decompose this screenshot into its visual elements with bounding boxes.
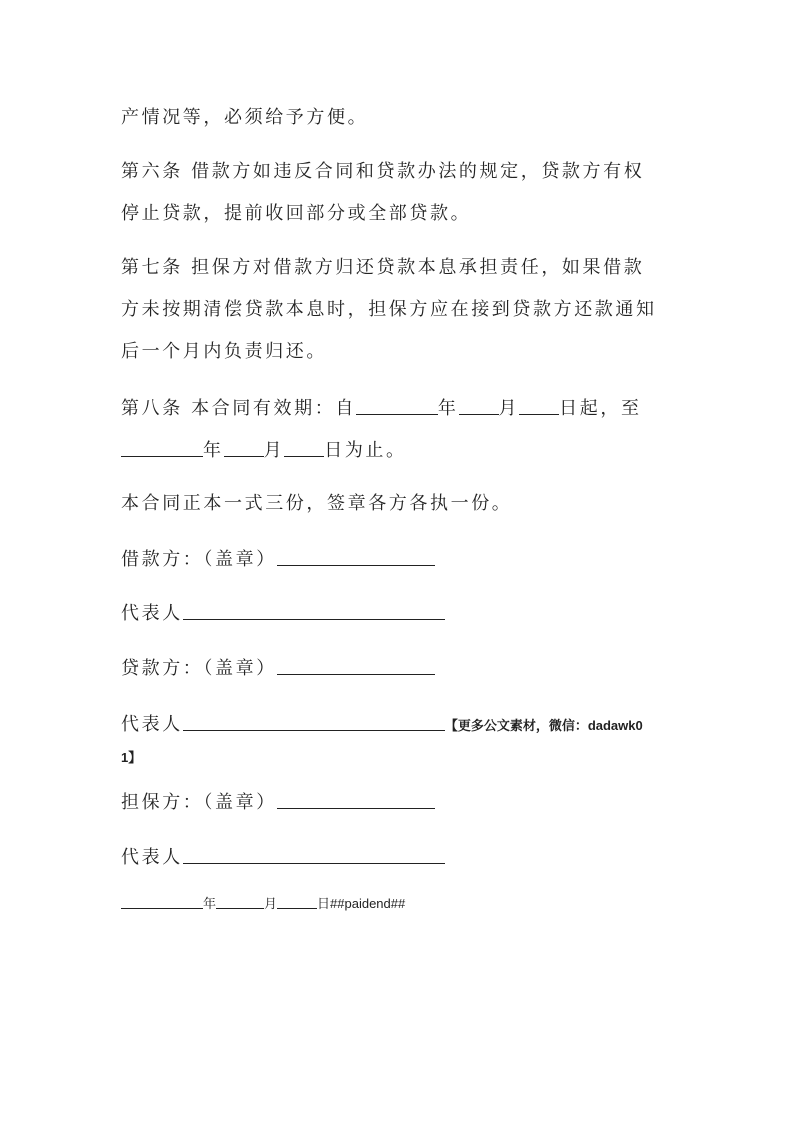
lender-label: 贷款方：（盖章） [121, 658, 277, 679]
borrower-seal-blank [277, 547, 435, 566]
representative-label: 代表人 [121, 714, 183, 735]
representative-label: 代表人 [121, 847, 183, 868]
article-6-line-2: 停止贷款，提前收回部分或全部贷款。 [121, 203, 472, 224]
date-month-blank [216, 896, 264, 909]
guarantor-representative-line [121, 845, 445, 870]
lender-representative-blank [183, 712, 445, 731]
date-month-label: 月 [264, 896, 278, 911]
guarantor-representative-blank [183, 845, 445, 864]
lender-signature-line [121, 656, 435, 681]
month-label: 月 [263, 440, 285, 461]
date-day-blank [277, 896, 317, 909]
month-label: 月 [498, 398, 520, 419]
from-day-label: 日起，至 [559, 398, 642, 419]
guarantor-label: 担保方：（盖章） [121, 792, 277, 813]
article-7-line-2: 方未按期清偿贷款本息时，担保方应在接到贷款方还款通知 [121, 299, 657, 320]
representative-label: 代表人 [121, 603, 183, 624]
year-label: 年 [437, 398, 459, 419]
guarantor-signature-line [121, 790, 435, 815]
promo-note-continued: 1】 [121, 750, 142, 765]
to-day-label: 日为止。 [324, 440, 407, 461]
lender-representative-line [121, 712, 643, 738]
start-day-blank [519, 396, 559, 415]
date-year-label: 年 [203, 896, 217, 911]
borrower-signature-line [121, 547, 435, 572]
year-label: 年 [203, 440, 224, 461]
article-6-line-1: 第六条 借款方如违反合同和贷款办法的规定，贷款方有权 [121, 161, 645, 182]
start-month-blank [459, 396, 499, 415]
paragraph-line: 产情况等，必须给予方便。 [121, 107, 369, 128]
article-8-line-2 [121, 438, 407, 463]
article-8-text: 第八条 本合同有效期：自 [121, 398, 356, 419]
date-year-blank [121, 896, 203, 909]
end-year-blank [121, 438, 203, 457]
promo-note: 【更多公文素材，微信：dadawk0 [444, 718, 643, 733]
date-day-label: 日##paidend## [317, 896, 406, 911]
article-7-line-3: 后一个月内负责归还。 [121, 341, 327, 362]
start-year-blank [356, 396, 438, 415]
article-7-line-1: 第七条 担保方对借款方归还贷款本息承担责任，如果借款 [121, 257, 645, 278]
borrower-label: 借款方：（盖章） [121, 549, 277, 570]
lender-seal-blank [277, 656, 435, 675]
date-line [121, 892, 405, 916]
guarantor-seal-blank [277, 790, 435, 809]
article-8-line-1 [121, 396, 642, 421]
borrower-representative-line [121, 601, 445, 626]
end-day-blank [284, 438, 324, 457]
copies-line: 本合同正本一式三份，签章各方各执一份。 [121, 493, 513, 514]
end-month-blank [224, 438, 264, 457]
borrower-representative-blank [183, 601, 445, 620]
